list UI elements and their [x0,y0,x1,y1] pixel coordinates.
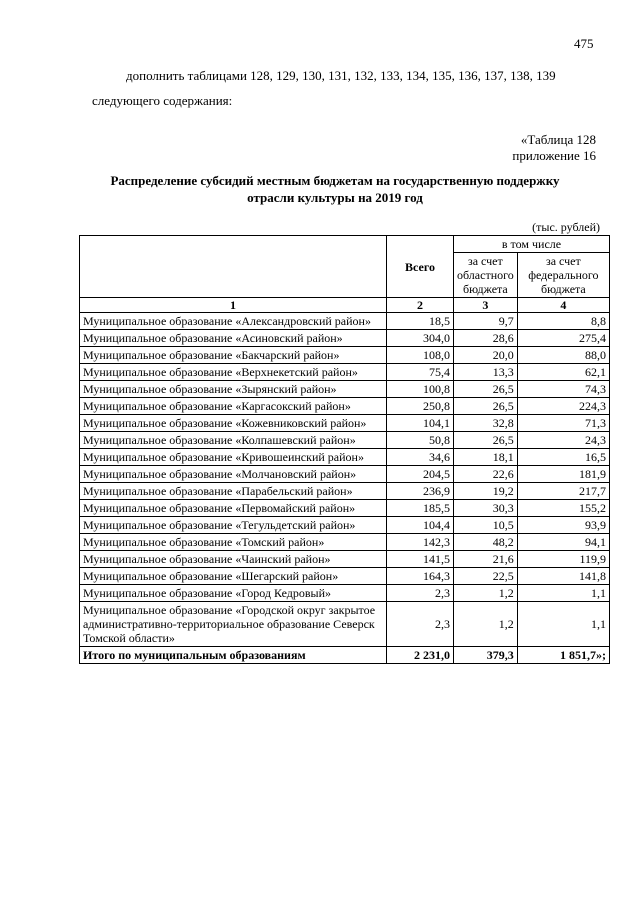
table-title [60,172,610,206]
cell-regional: 26,5 [454,381,518,398]
table-row [80,466,610,483]
cell-name: Муниципальное образование «Чаинский район» [80,551,387,568]
table-row [80,602,610,647]
cell-regional: 10,5 [454,517,518,534]
cell-name: Муниципальное образование «Кривошеинский район» [80,449,387,466]
cell-regional: 19,2 [454,483,518,500]
column-number-1: 1 [80,298,387,313]
cell-name: Муниципальное образование «Шегарский район» [80,568,387,585]
cell-federal: 1 851,7»; [517,647,609,664]
cell-total: 50,8 [387,432,454,449]
header-name-cell [80,236,387,298]
cell-total: 185,5 [387,500,454,517]
cell-total: 34,6 [387,449,454,466]
cell-name: Муниципальное образование «Городской округ закрытое административно-территориальное образование Северск Томской области» [80,602,387,647]
cell-regional: 48,2 [454,534,518,551]
table-row [80,517,610,534]
header-row [80,236,610,253]
table-row [80,432,610,449]
table-title-line1: Распределение субсидий местным бюджетам на государственную поддержку [110,173,560,188]
cell-total: 2 231,0 [387,647,454,664]
column-number-3: 3 [454,298,518,313]
cell-name: Муниципальное образование «Верхнекетский район» [80,364,387,381]
cell-regional: 26,5 [454,398,518,415]
cell-total: 304,0 [387,330,454,347]
table-row [80,330,610,347]
table-title-line2: отрасли культуры на 2019 год [247,190,423,205]
cell-name: Муниципальное образование «Зырянский район» [80,381,387,398]
header-federal-line2: федерального [528,268,599,282]
cell-federal: 1,1 [517,585,609,602]
cell-regional: 30,3 [454,500,518,517]
cell-federal: 181,9 [517,466,609,483]
cell-total: 250,8 [387,398,454,415]
cell-federal: 24,3 [517,432,609,449]
cell-total: 18,5 [387,313,454,330]
header-regional [454,253,518,298]
column-number-2: 2 [387,298,454,313]
cell-name: Муниципальное образование «Первомайский район» [80,500,387,517]
cell-name: Муниципальное образование «Тегульдетский район» [80,517,387,534]
cell-name: Муниципальное образование «Кожевниковский район» [80,415,387,432]
cell-name: Муниципальное образование «Александровский район» [80,313,387,330]
cell-total: 236,9 [387,483,454,500]
total-row [80,647,610,664]
cell-regional: 32,8 [454,415,518,432]
cell-name: Итого по муниципальным образованиям [80,647,387,664]
units-label: (тыс. рублей) [532,220,600,234]
cell-name: Муниципальное образование «Томский район» [80,534,387,551]
cell-name: Муниципальное образование «Колпашевский район» [80,432,387,449]
cell-federal: 16,5 [517,449,609,466]
column-number-4: 4 [517,298,609,313]
cell-total: 100,8 [387,381,454,398]
table-reference [512,132,596,164]
cell-total: 104,4 [387,517,454,534]
header-regional-line1: за счет [467,254,503,268]
header-regional-line2: областного [457,268,514,282]
appendix-number: приложение 16 [512,148,596,163]
table-row [80,347,610,364]
table-row [80,551,610,568]
cell-regional: 1,2 [454,602,518,647]
cell-federal: 217,7 [517,483,609,500]
table-row [80,483,610,500]
cell-federal: 93,9 [517,517,609,534]
table-row [80,449,610,466]
cell-federal: 119,9 [517,551,609,568]
cell-total: 108,0 [387,347,454,364]
cell-regional: 9,7 [454,313,518,330]
header-federal [517,253,609,298]
cell-regional: 28,6 [454,330,518,347]
header-federal-line3: бюджета [541,282,586,296]
cell-name: Муниципальное образование «Парабельский район» [80,483,387,500]
intro-line: дополнить таблицами 128, 129, 130, 131, 132, 133, 134, 135, 136, 137, 138, 139 [126,68,556,83]
table-row [80,398,610,415]
cell-regional: 1,2 [454,585,518,602]
cell-federal: 1,1 [517,602,609,647]
cell-regional: 21,6 [454,551,518,568]
cell-total: 164,3 [387,568,454,585]
cell-regional: 26,5 [454,432,518,449]
cell-federal: 141,8 [517,568,609,585]
table-number: «Таблица 128 [520,132,596,147]
header-federal-line1: за счет [545,254,581,268]
cell-total: 2,3 [387,585,454,602]
cell-federal: 94,1 [517,534,609,551]
column-number-row [80,298,610,313]
cell-total: 142,3 [387,534,454,551]
cell-regional: 18,1 [454,449,518,466]
table-row [80,585,610,602]
table-body [80,313,610,664]
cell-federal: 275,4 [517,330,609,347]
cell-regional: 22,6 [454,466,518,483]
cell-federal: 155,2 [517,500,609,517]
header-regional-line3: бюджета [463,282,508,296]
table-row [80,500,610,517]
cell-federal: 71,3 [517,415,609,432]
cell-regional: 379,3 [454,647,518,664]
table-row [80,313,610,330]
cell-total: 204,5 [387,466,454,483]
cell-regional: 20,0 [454,347,518,364]
table-row [80,381,610,398]
header-including: в том числе [454,236,610,253]
intro-line-continued: следующего содержания: [92,93,233,108]
cell-name: Муниципальное образование «Молчановский район» [80,466,387,483]
cell-name: Муниципальное образование «Город Кедровый» [80,585,387,602]
header-total: Всего [387,236,454,298]
cell-total: 104,1 [387,415,454,432]
cell-name: Муниципальное образование «Асиновский район» [80,330,387,347]
cell-regional: 13,3 [454,364,518,381]
cell-regional: 22,5 [454,568,518,585]
page-number: 475 [574,36,594,51]
cell-federal: 74,3 [517,381,609,398]
cell-total: 75,4 [387,364,454,381]
subsidy-table [79,235,610,664]
cell-federal: 88,0 [517,347,609,364]
table-row [80,364,610,381]
table-row [80,568,610,585]
table-row [80,534,610,551]
table-row [80,415,610,432]
cell-total: 2,3 [387,602,454,647]
cell-name: Муниципальное образование «Бакчарский район» [80,347,387,364]
cell-federal: 62,1 [517,364,609,381]
cell-name: Муниципальное образование «Каргасокский район» [80,398,387,415]
cell-federal: 224,3 [517,398,609,415]
cell-federal: 8,8 [517,313,609,330]
cell-total: 141,5 [387,551,454,568]
